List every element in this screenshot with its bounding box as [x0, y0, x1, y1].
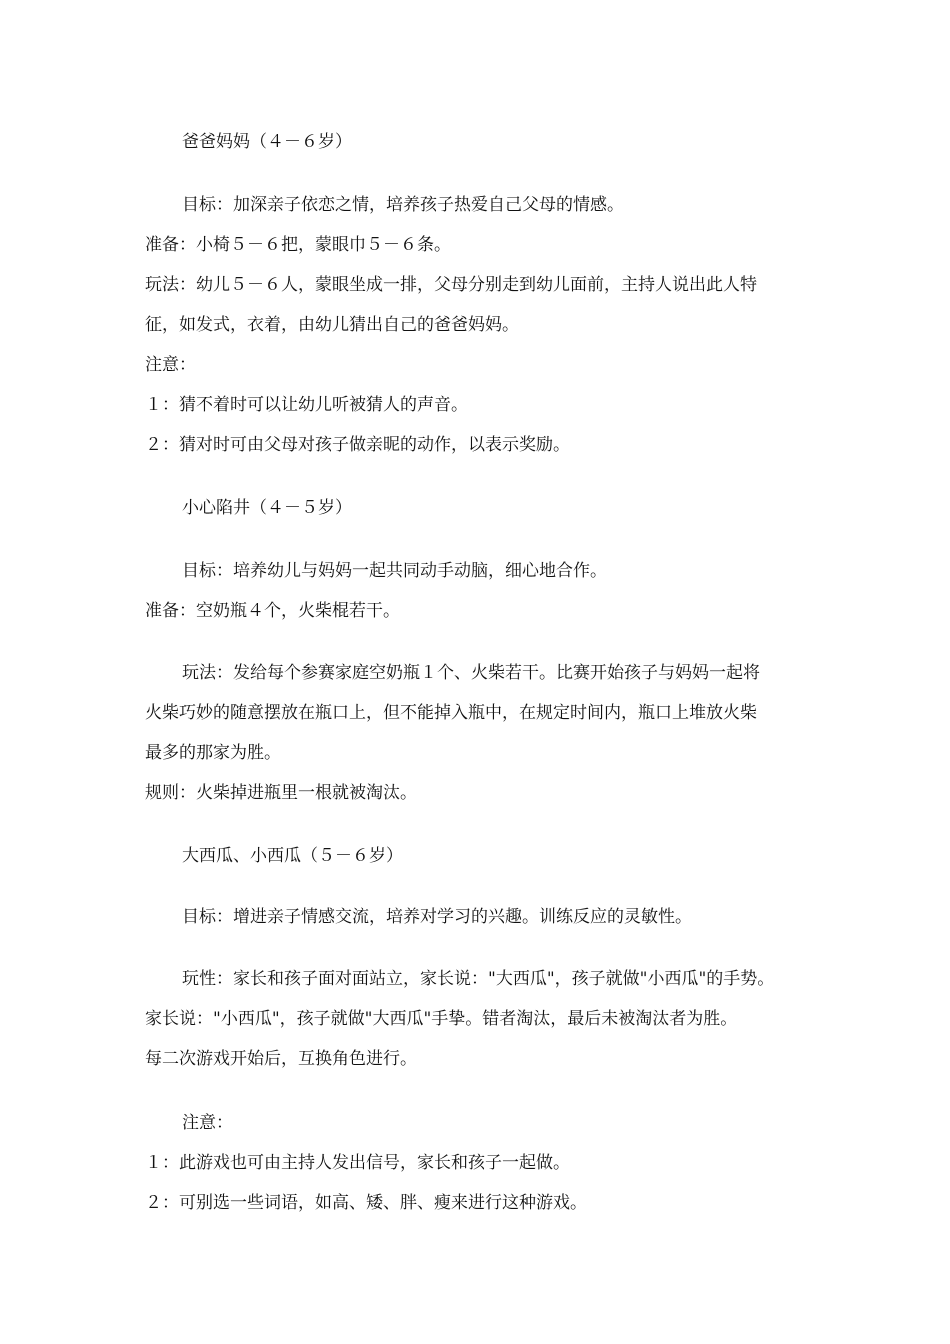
section-3-play-line-1: 玩性：家长和孩子面对面站立，家长说："大西瓜"，孩子就做"小西瓜"的手势。 — [182, 969, 775, 989]
section-1-note-1: １：猜不着时可以让幼儿听被猜人的声音。 — [145, 395, 468, 415]
section-2-prep: 准备：空奶瓶４个，火柴棍若干。 — [145, 601, 400, 621]
section-3-note-1: １：此游戏也可由主持人发出信号，家长和孩子一起做。 — [145, 1153, 570, 1173]
section-2-title: 小心陷井（４－５岁） — [182, 498, 352, 518]
section-3-play-line-2: 家长说："小西瓜"，孩子就做"大西瓜"手挚。错者淘汰，最后未被淘汰者为胜。 — [145, 1009, 738, 1029]
section-3-goal: 目标：增进亲子情感交流，培养对学习的兴趣。训练反应的灵敏性。 — [182, 907, 692, 927]
section-1-play-line-2: 征，如发式，衣着，由幼儿猜出自己的爸爸妈妈。 — [145, 315, 519, 335]
section-2-play-line-1: 玩法：发给每个参赛家庭空奶瓶１个、火柴若干。比赛开始孩子与妈妈一起将 — [182, 663, 760, 683]
section-3-note-label: 注意： — [182, 1113, 233, 1133]
section-1-goal: 目标：加深亲子依恋之情，培养孩子热爱自己父母的情感。 — [182, 195, 624, 215]
section-1-note-2: ２：猜对时可由父母对孩子做亲昵的动作，以表示奖励。 — [145, 435, 570, 455]
section-3-title: 大西瓜、小西瓜（５－６岁） — [182, 846, 403, 866]
section-2-play-line-3: 最多的那家为胜。 — [145, 743, 281, 763]
section-1-play-line-1: 玩法：幼儿５－６人，蒙眼坐成一排，父母分别走到幼儿面前，主持人说出此人特 — [145, 275, 757, 295]
section-2-rule: 规则：火柴掉进瓶里一根就被淘汰。 — [145, 783, 417, 803]
section-1-note-label: 注意： — [145, 355, 196, 375]
section-2-play-line-2: 火柴巧妙的随意摆放在瓶口上，但不能掉入瓶中，在规定时间内，瓶口上堆放火柴 — [145, 703, 757, 723]
section-1-title: 爸爸妈妈（４－６岁） — [182, 132, 352, 152]
section-3-note-2: ２：可别选一些词语，如高、矮、胖、瘦来进行这种游戏。 — [145, 1193, 587, 1213]
section-3-play-line-3: 每二次游戏开始后，互换角色进行。 — [145, 1049, 417, 1069]
section-1-prep: 准备：小椅５－６把，蒙眼巾５－６条。 — [145, 235, 451, 255]
section-2-goal: 目标：培养幼儿与妈妈一起共同动手动脑，细心地合作。 — [182, 561, 607, 581]
